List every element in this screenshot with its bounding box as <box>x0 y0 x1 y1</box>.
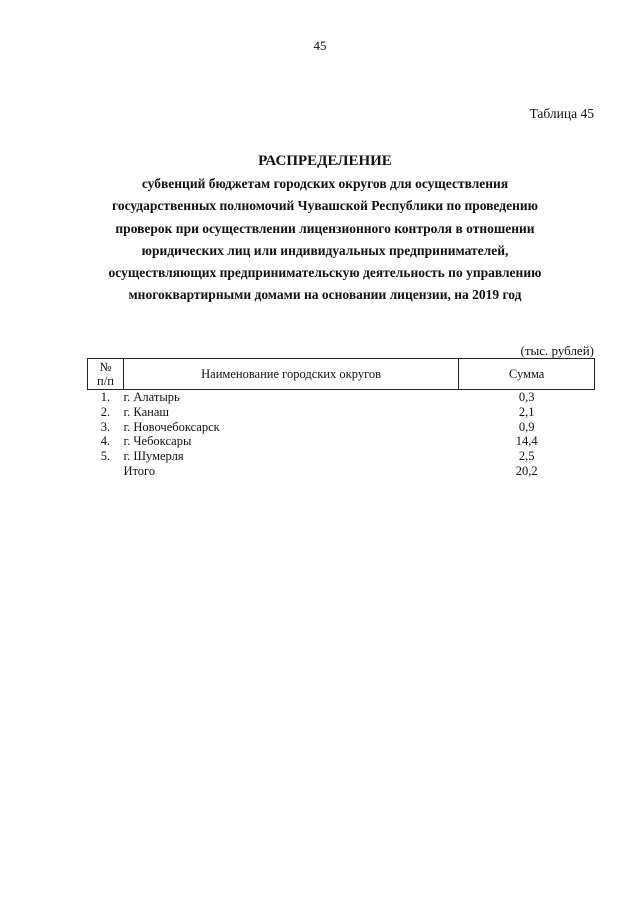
table-label: Таблица 45 <box>529 106 594 121</box>
title-line: проверок при осуществлении лицензионного контроля в отношении <box>115 220 535 236</box>
header-name: Наименование городских округов <box>123 359 458 390</box>
document-title <box>60 150 590 307</box>
table-row <box>88 420 595 435</box>
row-num: 5. <box>100 449 111 464</box>
row-sum: 0,9 <box>518 419 535 434</box>
title-main: РАСПРЕДЕЛЕНИЕ <box>258 153 392 169</box>
row-sum: 14,4 <box>515 434 538 449</box>
total-sum: 20,2 <box>515 463 538 478</box>
row-num: 1. <box>100 390 111 404</box>
header-num: № п/п <box>88 359 124 390</box>
row-name: г. Чебоксары <box>123 434 192 449</box>
distribution-table <box>87 358 595 479</box>
total-num <box>88 464 124 479</box>
table-row <box>88 449 595 464</box>
row-sum: 2,5 <box>518 449 535 464</box>
row-sum: 2,1 <box>518 404 535 419</box>
row-name: г. Шумерля <box>123 449 184 464</box>
title-line: многоквартирными домами на основании лицензии, на 2019 год <box>128 287 522 303</box>
units-label: (тыс. рублей) <box>520 343 594 358</box>
title-line: юридических лиц или индивидуальных предпринимателей, <box>141 242 509 258</box>
row-num: 4. <box>100 434 111 449</box>
table-row <box>88 434 595 449</box>
title-line: субвенций бюджетам городских округов для осуществления <box>141 176 509 191</box>
table-header-row <box>88 359 595 390</box>
row-name: г. Алатырь <box>123 390 180 404</box>
page-number: 45 <box>313 38 327 53</box>
title-line: государственных полномочий Чувашской Республики по проведению <box>112 198 538 214</box>
row-num: 2. <box>100 404 111 419</box>
total-label: Итого <box>123 463 156 478</box>
header-sum: Сумма <box>459 359 595 390</box>
table-row <box>88 390 595 405</box>
total-row <box>88 464 595 479</box>
row-name: г. Канаш <box>123 404 169 419</box>
title-line: осуществляющих предпринимательскую деятельность по управлению <box>108 265 542 281</box>
row-name: г. Новочебоксарск <box>123 419 220 434</box>
row-num: 3. <box>100 419 111 434</box>
table-row <box>88 405 595 420</box>
row-sum: 0,3 <box>518 390 535 404</box>
